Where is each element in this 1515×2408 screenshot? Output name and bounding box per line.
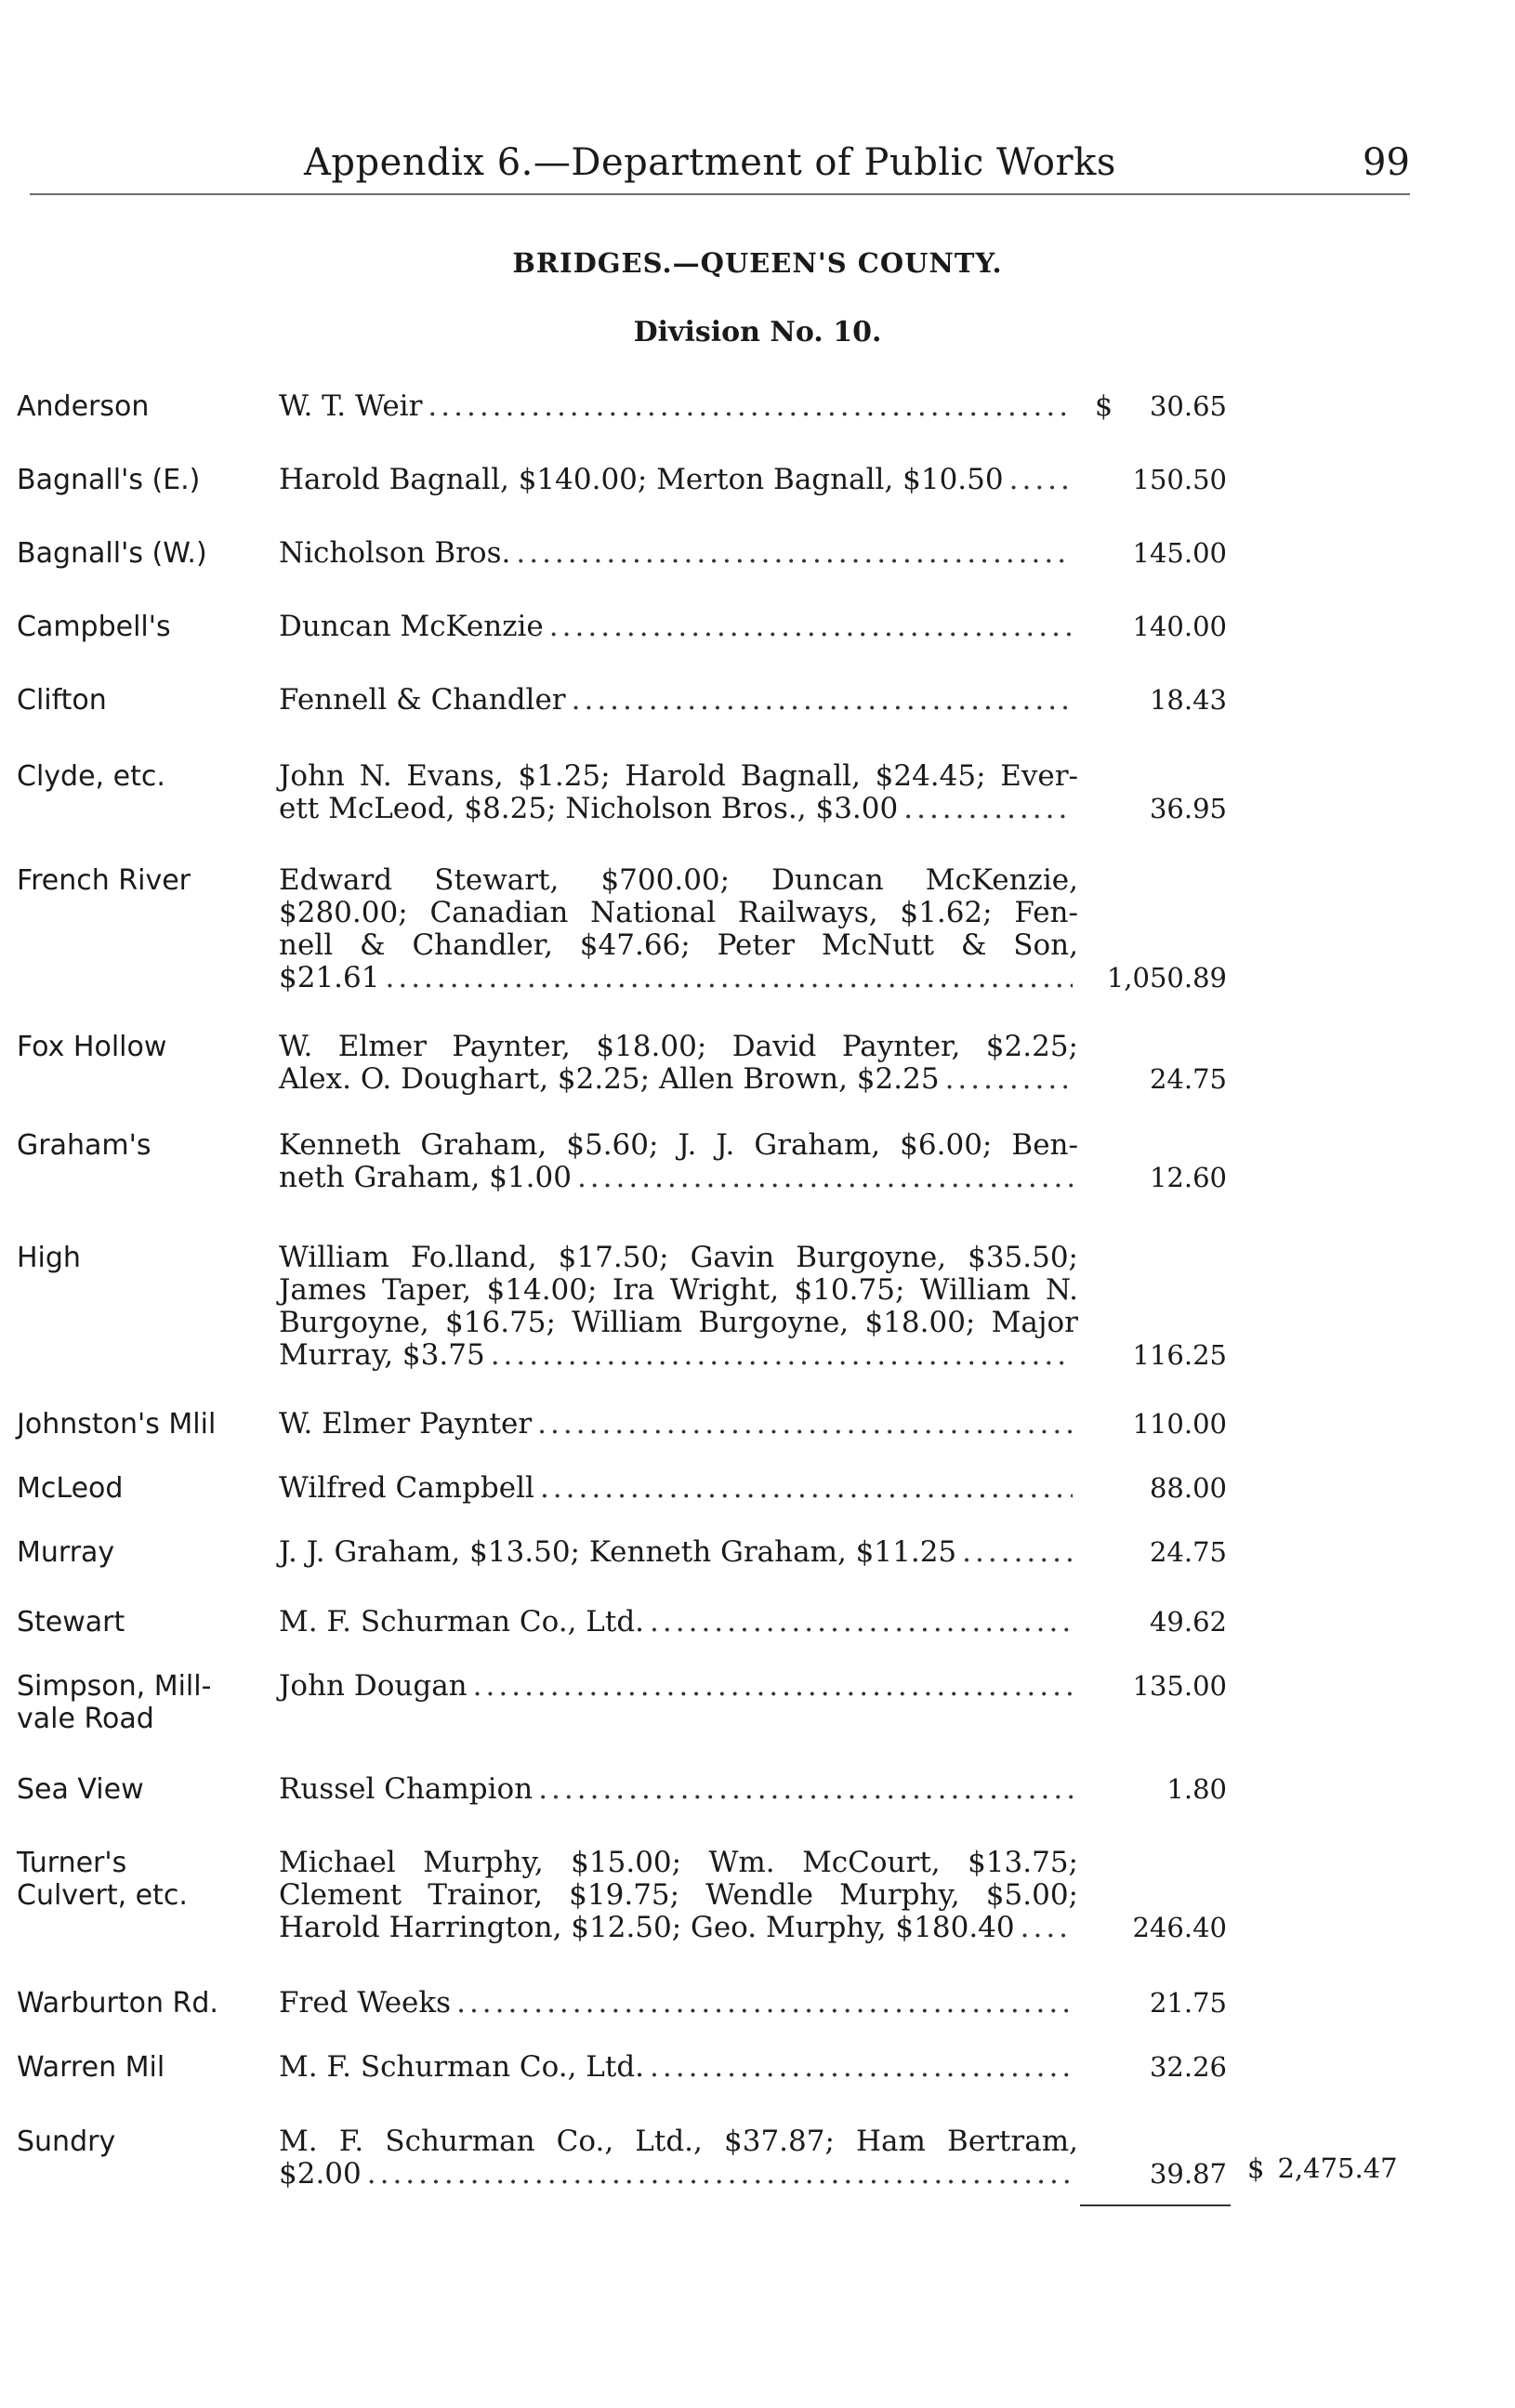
bridge-name-line: Sundry	[17, 2125, 116, 2158]
payee-line: W. Elmer Paynter, $18.00; David Paynter, $2.25;	[279, 1030, 1078, 1063]
grand-total-currency: $	[1247, 2152, 1265, 2184]
dot-leader	[385, 962, 1073, 994]
payee-text: Harold Bagnall, $140.00; Merton Bagnall, $10.50	[279, 463, 1004, 496]
dot-leader	[650, 1606, 1073, 1638]
entry-amount: 140.00	[1132, 611, 1227, 642]
dot-leader	[1021, 1912, 1073, 1944]
entry-amount: 39.87	[1149, 2158, 1227, 2190]
dot-leader	[945, 1063, 1073, 1096]
page-number: 99	[1363, 141, 1410, 184]
bridge-name-line: Murray	[17, 1536, 115, 1569]
payee-text: Alex. O. Doughart, $2.25; Allen Brown, $2.25	[279, 1062, 940, 1096]
payee-line-last	[279, 390, 1078, 423]
payee-text: Murray, $3.75	[279, 1338, 485, 1372]
payee-text: Nicholson Bros.	[279, 536, 511, 570]
dot-leader	[473, 1670, 1073, 1703]
payee-description	[279, 1129, 1078, 1194]
payee-description	[279, 1031, 1078, 1096]
bridge-name	[17, 684, 268, 717]
bridge-name	[17, 2125, 268, 2158]
subtotal-rule	[1080, 2204, 1231, 2206]
payee-description	[279, 2051, 1078, 2084]
bridge-name-line: McLeod	[17, 1472, 124, 1505]
payee-description	[279, 2125, 1078, 2191]
bridge-name	[17, 464, 268, 496]
entry-amount: 36.95	[1149, 793, 1227, 824]
payee-text: Wilfred Campbell	[279, 1471, 534, 1505]
entry-amount: 21.75	[1149, 1987, 1227, 2019]
payee-line: William Fo.lland, $17.50; Gavin Burgoyne, $35.50;	[279, 1241, 1078, 1274]
payee-description	[279, 537, 1078, 570]
payee-line-last	[279, 1670, 1078, 1703]
payee-line-last	[279, 611, 1078, 643]
bridge-name-line: French River	[17, 864, 191, 897]
division-heading: Division No. 10.	[633, 316, 882, 349]
payee-description	[279, 1773, 1078, 1806]
dot-leader	[1009, 464, 1073, 496]
dot-leader	[537, 1408, 1073, 1441]
bridge-name-line: Warren Mil	[17, 2051, 165, 2084]
bridge-name-line: Clifton	[17, 684, 107, 717]
payee-line-last	[279, 464, 1078, 496]
dot-leader	[491, 1339, 1073, 1372]
dot-leader	[428, 390, 1073, 423]
bridge-name-line: Bagnall's (W.)	[17, 537, 207, 570]
payee-description	[279, 864, 1078, 994]
payee-line-last	[279, 1472, 1078, 1505]
bridge-name	[17, 1536, 268, 1569]
payee-line: $280.00; Canadian National Railways, $1.62; Fen-	[279, 896, 1078, 929]
header-rule	[30, 193, 1410, 195]
payee-line-last	[279, 1536, 1078, 1569]
bridge-name	[17, 611, 268, 643]
payee-text: Fennell & Chandler	[279, 683, 566, 717]
bridge-name-line: Stewart	[17, 1606, 125, 1638]
payee-line-last	[279, 962, 1078, 994]
payee-text: neth Graham, $1.00	[279, 1161, 572, 1194]
dot-leader	[538, 1773, 1073, 1806]
bridge-name-line: High	[17, 1242, 81, 1274]
dot-leader	[962, 1536, 1073, 1569]
payee-description	[279, 1606, 1078, 1638]
payee-text: Russel Champion	[279, 1772, 534, 1806]
payee-line: Michael Murphy, $15.00; Wm. McCourt, $13.75;	[279, 1846, 1078, 1879]
payee-line: Clement Trainor, $19.75; Wendle Murphy, $5.00;	[279, 1878, 1078, 1912]
payee-description	[279, 760, 1078, 825]
payee-description	[279, 611, 1078, 643]
entry-amount: 135.00	[1132, 1670, 1227, 1702]
payee-text: M. F. Schurman Co., Ltd.	[279, 2050, 645, 2084]
payee-text: Harold Harrington, $12.50; Geo. Murphy, $180.40	[279, 1911, 1015, 1944]
payee-line: John N. Evans, $1.25; Harold Bagnall, $24.45; Ever-	[279, 759, 1078, 793]
dot-leader	[456, 1987, 1073, 2020]
payee-line-last	[279, 684, 1078, 717]
payee-description	[279, 684, 1078, 717]
section-title: BRIDGES.—QUEEN'S COUNTY.	[512, 247, 1003, 279]
payee-description	[279, 390, 1078, 423]
bridge-name	[17, 1987, 268, 2020]
payee-line-last	[279, 1606, 1078, 1638]
entry-amount: 145.00	[1132, 537, 1227, 569]
entry-amount: 32.26	[1149, 2051, 1227, 2083]
payee-text: Fred Weeks	[279, 1986, 452, 2020]
payee-line-last	[279, 1339, 1078, 1372]
payee-line: M. F. Schurman Co., Ltd., $37.87; Ham Bertram,	[279, 2125, 1078, 2158]
bridge-name-line: Clyde, etc.	[17, 760, 165, 793]
payee-line-last	[279, 2051, 1078, 2084]
payee-line-last	[279, 1987, 1078, 2020]
bridge-name-line: Fox Hollow	[17, 1031, 167, 1063]
payee-line-last	[279, 537, 1078, 570]
payee-line-last	[279, 2158, 1078, 2191]
payee-line-last	[279, 1912, 1078, 1944]
payee-description	[279, 1847, 1078, 1944]
payee-description	[279, 1536, 1078, 1569]
payee-text: Duncan McKenzie	[279, 610, 544, 643]
bridge-name-line: Culvert, etc.	[17, 1879, 188, 1912]
bridge-name	[17, 2051, 268, 2084]
payee-description	[279, 1472, 1078, 1505]
entry-amount: 24.75	[1149, 1063, 1227, 1095]
entry-amount: 1.80	[1166, 1773, 1227, 1805]
payee-text: John Dougan	[279, 1669, 468, 1703]
payee-description	[279, 1408, 1078, 1441]
dot-leader	[549, 611, 1073, 643]
payee-line: James Taper, $14.00; Ira Wright, $10.75; William N.	[279, 1273, 1078, 1307]
bridge-name-line: Graham's	[17, 1129, 152, 1162]
payee-line: Burgoyne, $16.75; William Burgoyne, $18.00; Major	[279, 1306, 1078, 1339]
entry-amount: 18.43	[1149, 684, 1227, 716]
grand-total	[1247, 2152, 1398, 2185]
payee-text: $2.00	[279, 2157, 362, 2191]
dot-leader	[516, 537, 1073, 570]
payee-line: Edward Stewart, $700.00; Duncan McKenzie,	[279, 863, 1078, 897]
payee-line-last	[279, 793, 1078, 825]
bridge-name	[17, 1472, 268, 1505]
bridge-name-line: Anderson	[17, 390, 150, 423]
bridge-name	[17, 1773, 268, 1806]
page-title: Appendix 6.—Department of Public Works	[304, 141, 1116, 184]
payee-line-last	[279, 1162, 1078, 1194]
payee-line-last	[279, 1773, 1078, 1806]
bridge-name-line: Campbell's	[17, 611, 171, 643]
bridge-name	[17, 1670, 268, 1735]
dot-leader	[572, 684, 1073, 717]
bridge-name-line: vale Road	[17, 1703, 154, 1735]
bridge-name	[17, 1031, 268, 1063]
bridge-name-line: Simpson, Mill-	[17, 1670, 212, 1703]
dot-leader	[367, 2158, 1073, 2191]
payee-text: W. Elmer Paynter	[279, 1407, 533, 1441]
entry-amount: 88.00	[1149, 1472, 1227, 1504]
payee-text: W. T. Weir	[279, 389, 423, 423]
dot-leader	[540, 1472, 1073, 1505]
currency-symbol: $	[1095, 390, 1113, 423]
dot-leader	[903, 793, 1073, 825]
payee-line-last	[279, 1408, 1078, 1441]
bridge-name	[17, 864, 268, 897]
payee-line: nell & Chandler, $47.66; Peter McNutt & Son,	[279, 928, 1078, 962]
bridge-name	[17, 1408, 268, 1441]
entry-amount: 30.65	[1149, 390, 1227, 422]
payee-text: M. F. Schurman Co., Ltd.	[279, 1605, 645, 1638]
payee-description	[279, 1242, 1078, 1372]
entry-amount: 12.60	[1149, 1162, 1227, 1193]
payee-line-last	[279, 1063, 1078, 1096]
grand-total-amount: 2,475.47	[1277, 2152, 1398, 2184]
entry-amount: 24.75	[1149, 1536, 1227, 1568]
dot-leader	[577, 1162, 1073, 1194]
dot-leader	[650, 2051, 1073, 2084]
bridge-name	[17, 760, 268, 793]
entry-amount: 110.00	[1132, 1408, 1227, 1440]
page-header	[0, 128, 1515, 193]
bridge-name	[17, 537, 268, 570]
payee-description	[279, 1670, 1078, 1703]
payee-text: J. J. Graham, $13.50; Kenneth Graham, $11.25	[279, 1535, 957, 1569]
bridge-name-line: Sea View	[17, 1773, 144, 1806]
entry-amount: 1,050.89	[1106, 962, 1227, 993]
bridge-name-line: Bagnall's (E.)	[17, 464, 201, 496]
payee-description	[279, 1987, 1078, 2020]
bridge-name	[17, 1847, 268, 1912]
entry-amount: 150.50	[1132, 464, 1227, 495]
payee-line: Kenneth Graham, $5.60; J. J. Graham, $6.00; Ben-	[279, 1128, 1078, 1162]
bridge-name-line: Turner's	[17, 1847, 127, 1879]
entry-amount: 246.40	[1132, 1912, 1227, 1943]
bridge-name-line: Warburton Rd.	[17, 1987, 218, 2020]
bridge-name	[17, 1129, 268, 1162]
bridge-name	[17, 390, 268, 423]
payee-description	[279, 464, 1078, 496]
bridge-name	[17, 1242, 268, 1274]
payee-text: ett McLeod, $8.25; Nicholson Bros., $3.00	[279, 792, 899, 825]
bridge-name	[17, 1606, 268, 1638]
entry-amount: 116.25	[1132, 1339, 1227, 1371]
payee-text: $21.61	[279, 961, 380, 994]
entry-amount: 49.62	[1149, 1606, 1227, 1638]
bridge-name-line: Johnston's Mlil	[17, 1408, 217, 1441]
